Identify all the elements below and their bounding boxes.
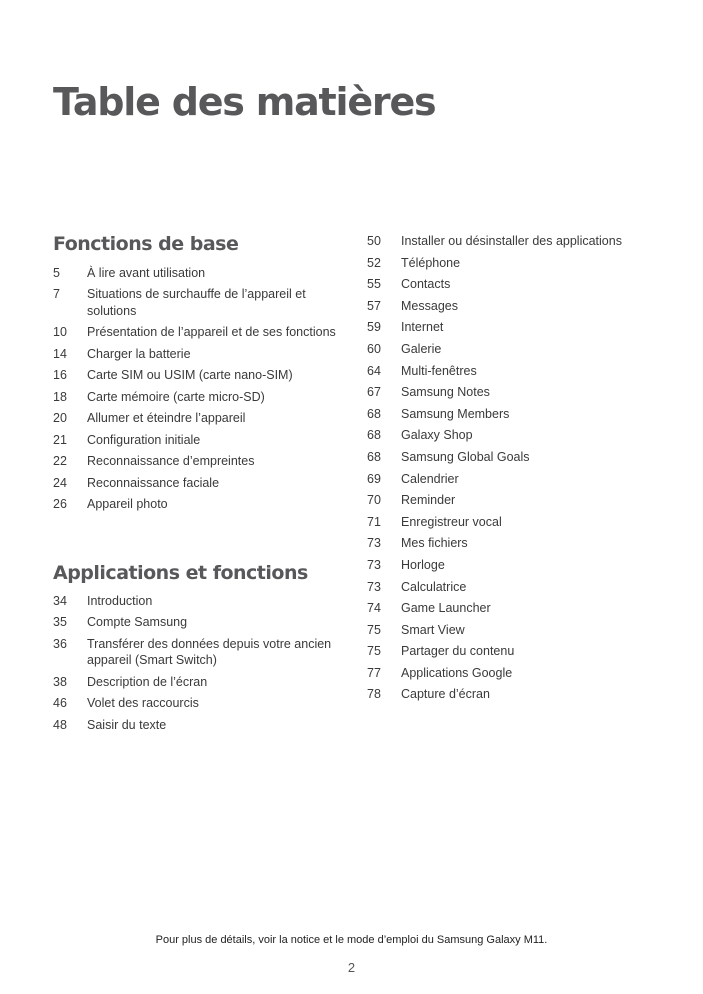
toc-entry-title: Reconnaissance d’empreintes xyxy=(87,454,255,468)
toc-entry-page-number: 46 xyxy=(53,696,67,710)
toc-entry-page-number: 60 xyxy=(367,341,381,356)
toc-entry-title: Description de l’écran xyxy=(87,674,208,689)
section-heading-fonctions-de-base: Fonctions de base xyxy=(53,233,239,255)
toc-entry[interactable] xyxy=(367,514,667,531)
toc-entry[interactable] xyxy=(367,665,667,682)
toc-entry[interactable] xyxy=(367,384,667,401)
toc-entry[interactable] xyxy=(367,686,667,703)
toc-entry[interactable] xyxy=(53,593,348,610)
toc-entry-title: Enregistreur vocal xyxy=(401,514,502,529)
toc-entry[interactable] xyxy=(53,717,348,734)
toc-entry-page-number: 5 xyxy=(53,265,60,280)
toc-entry-page-number: 74 xyxy=(367,601,381,616)
toc-entry-title: Galaxy Shop xyxy=(401,428,473,443)
toc-entry[interactable] xyxy=(53,389,348,406)
toc-entry[interactable] xyxy=(367,427,667,444)
toc-entry[interactable] xyxy=(367,492,667,509)
toc-entry-title: Téléphone xyxy=(401,255,461,270)
toc-entry[interactable] xyxy=(53,346,348,363)
toc-entry-page-number: 26 xyxy=(53,497,67,511)
toc-entry[interactable] xyxy=(367,319,667,336)
toc-entry[interactable] xyxy=(53,674,348,691)
toc-entry-page-number: 68 xyxy=(367,449,381,464)
toc-entry[interactable] xyxy=(53,432,348,449)
toc-entry[interactable] xyxy=(367,298,667,315)
toc-entry-page-number: 57 xyxy=(367,298,381,313)
toc-entry-page-number: 10 xyxy=(53,325,67,339)
toc-entry-title: Samsung Global Goals xyxy=(401,449,530,464)
toc-entry-title: Internet xyxy=(401,320,444,335)
toc-entry-page-number: 7 xyxy=(53,287,60,301)
toc-entry-title: Transférer des données depuis votre ancien appareil (Smart Switch) xyxy=(87,636,332,667)
toc-entry-page-number: 52 xyxy=(367,255,381,270)
toc-entry-page-number: 73 xyxy=(367,557,381,572)
toc-entry-page-number: 64 xyxy=(367,363,381,378)
toc-entry-title: Smart View xyxy=(401,622,465,637)
toc-entry-page-number: 55 xyxy=(367,277,381,292)
toc-entry[interactable] xyxy=(367,276,667,293)
toc-entry[interactable] xyxy=(53,367,348,384)
toc-entry[interactable] xyxy=(367,579,667,596)
toc-entry-page-number: 24 xyxy=(53,475,67,490)
toc-entry-title: Compte Samsung xyxy=(87,615,188,629)
toc-entry-title: Applications Google xyxy=(401,665,513,680)
toc-entry-title: Samsung Members xyxy=(401,406,510,421)
toc-entry[interactable] xyxy=(53,614,348,631)
toc-entry-title: Multi-fenêtres xyxy=(401,363,477,378)
toc-entry-page-number: 21 xyxy=(53,432,67,447)
toc-entry-page-number: 59 xyxy=(367,320,381,335)
toc-entry-page-number: 67 xyxy=(367,385,381,400)
toc-entry-page-number: 20 xyxy=(53,411,67,425)
toc-entry-page-number: 50 xyxy=(367,234,381,248)
toc-entry-title: Situations de surchauffe de l’appareil et solutions xyxy=(87,287,306,318)
toc-entry-title: Galerie xyxy=(401,341,442,356)
toc-entry-title: Calendrier xyxy=(401,471,459,486)
toc-entry[interactable] xyxy=(367,363,667,380)
toc-entry-title: Samsung Notes xyxy=(401,385,490,400)
toc-entry[interactable] xyxy=(367,600,667,617)
toc-entry-page-number: 14 xyxy=(53,346,67,361)
footer-note: Pour plus de détails, voir la notice et le mode d’emploi du Samsung Galaxy M11. xyxy=(155,934,548,946)
toc-entry[interactable] xyxy=(53,496,348,513)
toc-entry[interactable] xyxy=(367,341,667,358)
toc-entry[interactable] xyxy=(367,471,667,488)
toc-entry-page-number: 73 xyxy=(367,536,381,551)
toc-entry-page-number: 18 xyxy=(53,389,67,404)
toc-entry-title: Configuration initiale xyxy=(87,432,201,447)
toc-entry-page-number: 77 xyxy=(367,665,381,680)
toc-entry[interactable] xyxy=(367,643,667,660)
toc-entry-title: Charger la batterie xyxy=(87,346,191,361)
toc-entry-page-number: 35 xyxy=(53,615,67,629)
page-title: Table des matières xyxy=(53,80,436,124)
section-heading-applications-et-fonctions: Applications et fonctions xyxy=(53,562,308,584)
toc-entry-page-number: 75 xyxy=(367,644,381,659)
toc-list-fonctions-de-base xyxy=(53,265,348,518)
toc-entry-page-number: 38 xyxy=(53,674,67,689)
toc-entry-page-number: 70 xyxy=(367,493,381,508)
toc-entry-page-number: 68 xyxy=(367,406,381,421)
toc-entry-title: Volet des raccourcis xyxy=(87,696,199,710)
toc-entry[interactable] xyxy=(53,695,348,712)
toc-entry[interactable] xyxy=(367,449,667,466)
toc-entry-title: Calculatrice xyxy=(401,579,467,594)
toc-entry[interactable] xyxy=(53,453,348,470)
toc-entry[interactable] xyxy=(367,535,667,552)
toc-entry-page-number: 16 xyxy=(53,368,67,382)
toc-entry[interactable] xyxy=(367,557,667,574)
toc-entry-title: Game Launcher xyxy=(401,601,491,616)
toc-entry-page-number: 71 xyxy=(367,514,381,529)
toc-entry-title: Partager du contenu xyxy=(401,644,515,659)
toc-entry-title: Reconnaissance faciale xyxy=(87,475,220,490)
toc-entry-title: À lire avant utilisation xyxy=(87,265,206,280)
toc-list-right-column xyxy=(367,233,667,708)
toc-entry-title: Capture d’écran xyxy=(401,687,490,702)
toc-entry-title: Horloge xyxy=(401,557,445,572)
toc-entry[interactable] xyxy=(367,233,667,250)
toc-entry-page-number: 68 xyxy=(367,428,381,443)
toc-entry-title: Présentation de l’appareil et de ses fonctions xyxy=(87,325,336,339)
toc-entry[interactable] xyxy=(367,406,667,423)
toc-entry-page-number: 34 xyxy=(53,593,67,608)
page-number: 2 xyxy=(347,960,356,975)
toc-entry-page-number: 78 xyxy=(367,687,381,702)
toc-entry[interactable] xyxy=(53,475,348,492)
toc-entry[interactable] xyxy=(53,286,348,319)
toc-entry-page-number: 69 xyxy=(367,471,381,486)
toc-list-applications-et-fonctions xyxy=(53,593,348,739)
toc-entry[interactable] xyxy=(367,622,667,639)
toc-entry-page-number: 36 xyxy=(53,636,67,651)
toc-entry-title: Appareil photo xyxy=(87,497,168,511)
toc-entry-title: Saisir du texte xyxy=(87,717,167,732)
toc-entry-page-number: 22 xyxy=(53,454,67,468)
toc-entry[interactable] xyxy=(53,324,348,341)
toc-entry-title: Contacts xyxy=(401,277,451,292)
toc-entry-title: Carte SIM ou USIM (carte nano-SIM) xyxy=(87,368,293,382)
toc-entry-title: Introduction xyxy=(87,593,153,608)
toc-entry-page-number: 73 xyxy=(367,579,381,594)
toc-entry[interactable] xyxy=(53,636,348,669)
toc-entry[interactable] xyxy=(53,410,348,427)
toc-entry-page-number: 75 xyxy=(367,622,381,637)
toc-entry-page-number: 48 xyxy=(53,717,67,732)
toc-entry-title: Mes fichiers xyxy=(401,536,468,551)
toc-entry[interactable] xyxy=(367,255,667,272)
toc-entry[interactable] xyxy=(53,265,348,282)
toc-entry-title: Messages xyxy=(401,298,458,313)
toc-entry-title: Installer ou désinstaller des applications xyxy=(401,234,622,248)
toc-entry-title: Carte mémoire (carte micro-SD) xyxy=(87,389,265,404)
toc-entry-title: Reminder xyxy=(401,493,456,508)
toc-entry-title: Allumer et éteindre l’appareil xyxy=(87,411,246,425)
